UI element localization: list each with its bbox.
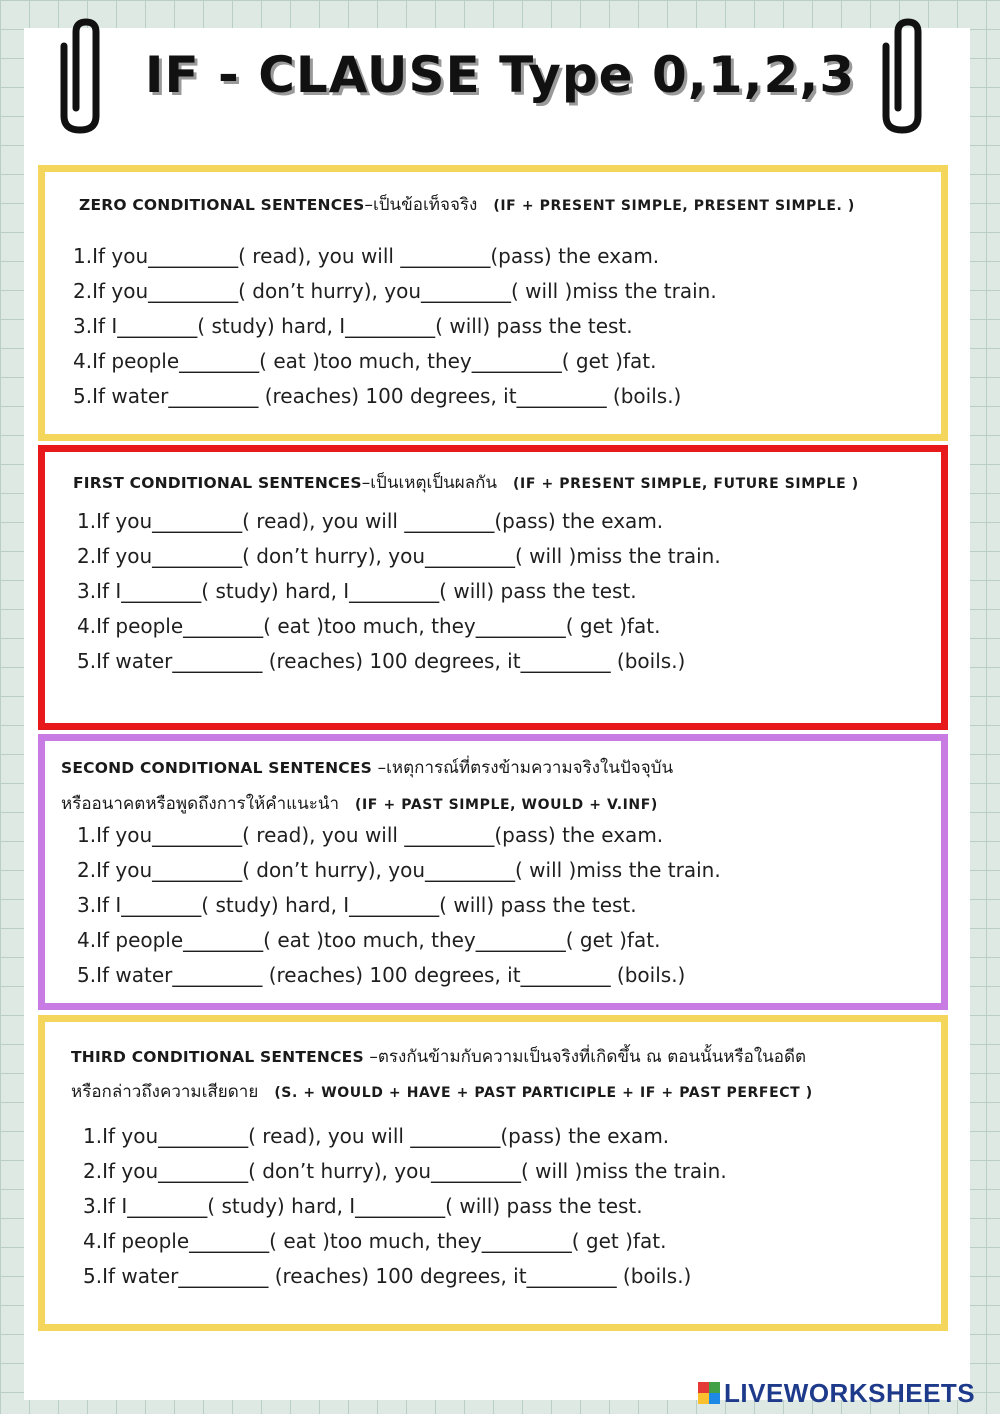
exercise-item: 1.If you_________( read), you will _________(pass) the exam. bbox=[77, 823, 664, 847]
liveworksheets-logo[interactable] bbox=[698, 1378, 975, 1408]
section-formula: (IF + PRESENT SIMPLE, FUTURE SIMPLE ) bbox=[513, 476, 859, 492]
third-conditional-section bbox=[38, 1015, 948, 1331]
exercise-item: 4.If people________( eat )too much, they_________( get )fat. bbox=[77, 928, 661, 952]
exercise-item: 5.If water_________ (reaches) 100 degrees, it_________ (boils.) bbox=[73, 384, 682, 408]
section-heading bbox=[79, 188, 855, 223]
exercise-item: 4.If people________( eat )too much, they_________( get )fat. bbox=[73, 349, 657, 373]
exercise-item: 3.If I________( study) hard, I_________( will) pass the test. bbox=[73, 314, 633, 338]
liveworksheets-logo-icon bbox=[698, 1382, 720, 1404]
exercise-item: 2.If you_________( don’t hurry), you_________( will )miss the train. bbox=[77, 858, 721, 882]
exercise-item: 1.If you_________( read), you will _________(pass) the exam. bbox=[77, 509, 664, 533]
exercise-item: 3.If I________( study) hard, I_________( will) pass the test. bbox=[83, 1194, 643, 1218]
section-thai-description: –เป็นเหตุเป็นผลกัน bbox=[361, 473, 498, 493]
section-heading bbox=[61, 751, 673, 785]
section-name: ZERO CONDITIONAL SENTENCES bbox=[79, 196, 365, 214]
exercise-item: 1.If you_________( read), you will _________(pass) the exam. bbox=[73, 244, 660, 268]
exercise-item: 4.If people________( eat )too much, they_________( get )fat. bbox=[77, 614, 661, 638]
section-name: SECOND CONDITIONAL SENTENCES bbox=[61, 759, 373, 777]
section-heading-line2 bbox=[71, 1075, 813, 1110]
section-formula: (IF + PRESENT SIMPLE, PRESENT SIMPLE. ) bbox=[493, 198, 855, 214]
section-heading-line2 bbox=[61, 787, 658, 822]
section-name: FIRST CONDITIONAL SENTENCES bbox=[73, 474, 362, 492]
exercise-item: 5.If water_________ (reaches) 100 degrees, it_________ (boils.) bbox=[77, 649, 686, 673]
exercise-item: 1.If you_________( read), you will _________(pass) the exam. bbox=[83, 1124, 670, 1148]
exercise-item: 2.If you_________( don’t hurry), you_________( will )miss the train. bbox=[83, 1159, 727, 1183]
exercise-item: 3.If I________( study) hard, I_________( will) pass the test. bbox=[77, 579, 637, 603]
exercise-item: 2.If you_________( don’t hurry), you_________( will )miss the train. bbox=[73, 279, 717, 303]
exercise-item: 4.If people________( eat )too much, they_________( get )fat. bbox=[83, 1229, 667, 1253]
section-heading bbox=[73, 466, 859, 501]
first-conditional-section bbox=[38, 445, 948, 730]
section-thai-description-2: หรืออนาคตหรือพูดถึงการให้คำแนะนำ bbox=[61, 794, 339, 814]
section-formula: (IF + PAST SIMPLE, WOULD + V.INF) bbox=[355, 797, 658, 813]
section-thai-description: –เป็นข้อเท็จจริง bbox=[364, 195, 478, 215]
exercise-item: 3.If I________( study) hard, I_________( will) pass the test. bbox=[77, 893, 637, 917]
second-conditional-section bbox=[38, 734, 948, 1010]
logo-text: LIVEWORKSHEETS bbox=[724, 1377, 976, 1408]
section-thai-description: –ตรงกันข้ามกับความเป็นจริงที่เกิดขึ้น ณ ตอนนั้นหรือในอดีต bbox=[369, 1047, 807, 1067]
section-formula: (S. + WOULD + HAVE + PAST PARTICIPLE + IF + PAST PERFECT ) bbox=[274, 1085, 813, 1101]
exercise-item: 2.If you_________( don’t hurry), you_________( will )miss the train. bbox=[77, 544, 721, 568]
zero-conditional-section bbox=[38, 165, 948, 441]
exercise-item: 5.If water_________ (reaches) 100 degrees, it_________ (boils.) bbox=[83, 1264, 692, 1288]
exercise-item: 5.If water_________ (reaches) 100 degrees, it_________ (boils.) bbox=[77, 963, 686, 987]
section-thai-description: –เหตุการณ์ที่ตรงข้ามความจริงในปัจจุบัน bbox=[377, 758, 674, 778]
section-name: THIRD CONDITIONAL SENTENCES bbox=[71, 1048, 364, 1066]
page-title: IF - CLAUSE Type 0,1,2,3 bbox=[144, 46, 856, 104]
section-thai-description-2: หรือกล่าวถึงความเสียดาย bbox=[71, 1082, 259, 1102]
section-heading bbox=[71, 1040, 806, 1074]
